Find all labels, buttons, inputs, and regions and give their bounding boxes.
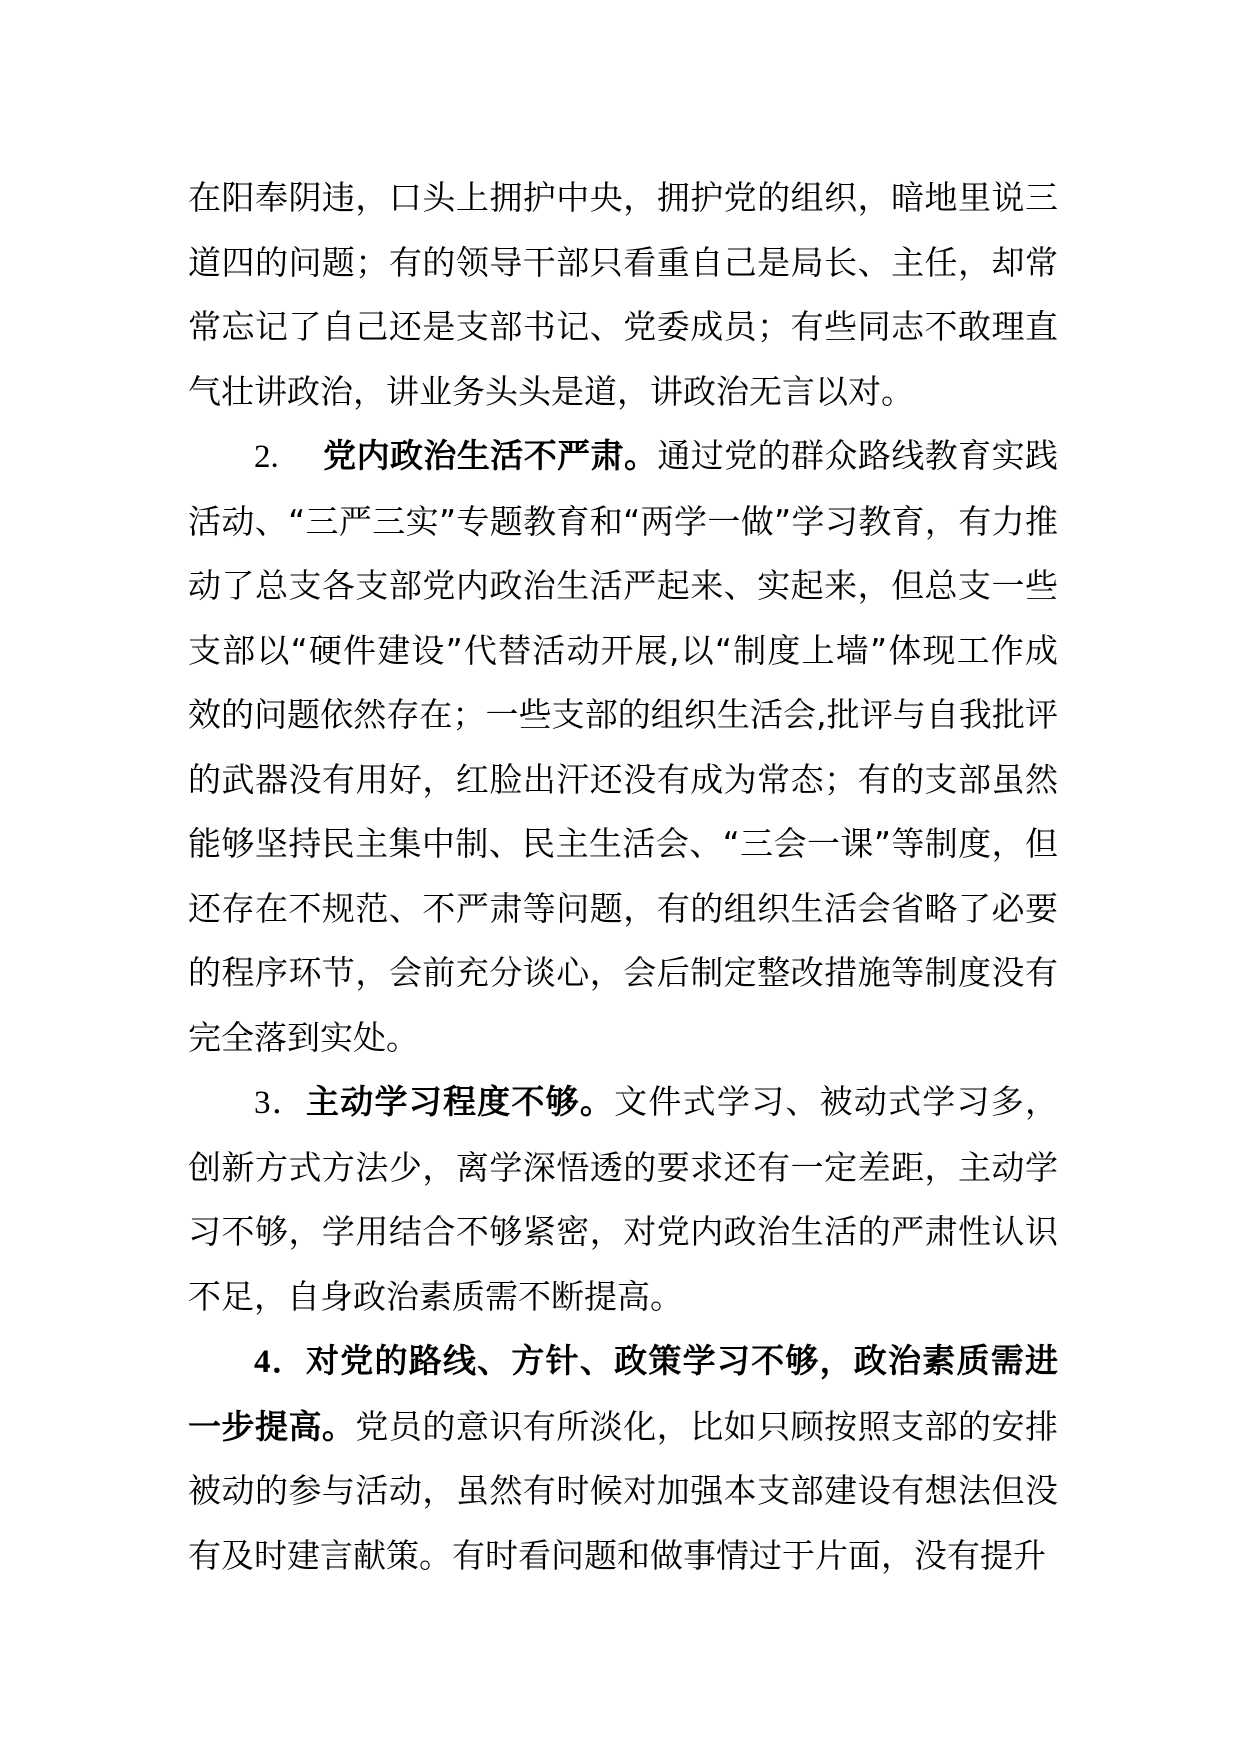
paragraph-item-2: [188, 424, 1058, 1070]
paragraph-body: 文件式学习、被动式学习多，创新方式方法少，离学深悟透的要求还有一定差距，主动学习不够，学用结合不够紧密，对党内政治生活的严肃性认识不足，自身政治素质需不断提高。: [188, 1082, 1059, 1316]
item-heading: 主动学习程度不够。: [305, 1082, 615, 1121]
paragraph-item-4: [188, 1329, 1058, 1588]
paragraph-body: 党员的意识有所淡化，比如只顾按照支部的安排被动的参与活动，虽然有时候对加强本支部建设有想法但没有及时建言献策。有时看问题和做事情过于片面，没有提升: [188, 1406, 1059, 1575]
item-heading: 党内政治生活不严肃。: [322, 436, 658, 475]
item-number: 3．: [254, 1085, 306, 1121]
item-heading: 对党的路线、方针、政策学习不够，政治素质需进一步提高。: [188, 1341, 1059, 1446]
paragraph-body: 通过党的群众路线教育实践活动、“三严三实”专题教育和“两学一做”学习教育，有力推动了总支各支部党内政治生活严起来、实起来，但总支一些支部以“硬件建设”代替活动开展,以“制度上墙”体现工作成效的问题依然存在；一些支部的组织生活会,批评与自我批评的武器没有用好，红脸出汗还没有成为常态；有的支部虽然能够坚持民主集中制、民主生活会、“三会一课”等制度，但还存在不规范、不严肃等问题，有的组织生活会省略了必要的程序环节，会前充分谈心，会后制定整改措施等制度没有完全落到实处。: [188, 436, 1059, 1057]
paragraph-body: 在阳奉阴违，口头上拥护中央，拥护党的组织，暗地里说三道四的问题；有的领导干部只看重自己是局长、主任，却常常忘记了自己还是支部书记、党委成员；有些同志不敢理直气壮讲政治，讲业务头头是道，讲政治无言以对。: [188, 178, 1058, 411]
paragraph-item-3: [188, 1070, 1058, 1329]
document-body: [188, 166, 1058, 1588]
paragraph-continuation: [188, 166, 1058, 424]
item-number: 2.: [254, 439, 279, 475]
item-number: 4．: [254, 1344, 306, 1380]
